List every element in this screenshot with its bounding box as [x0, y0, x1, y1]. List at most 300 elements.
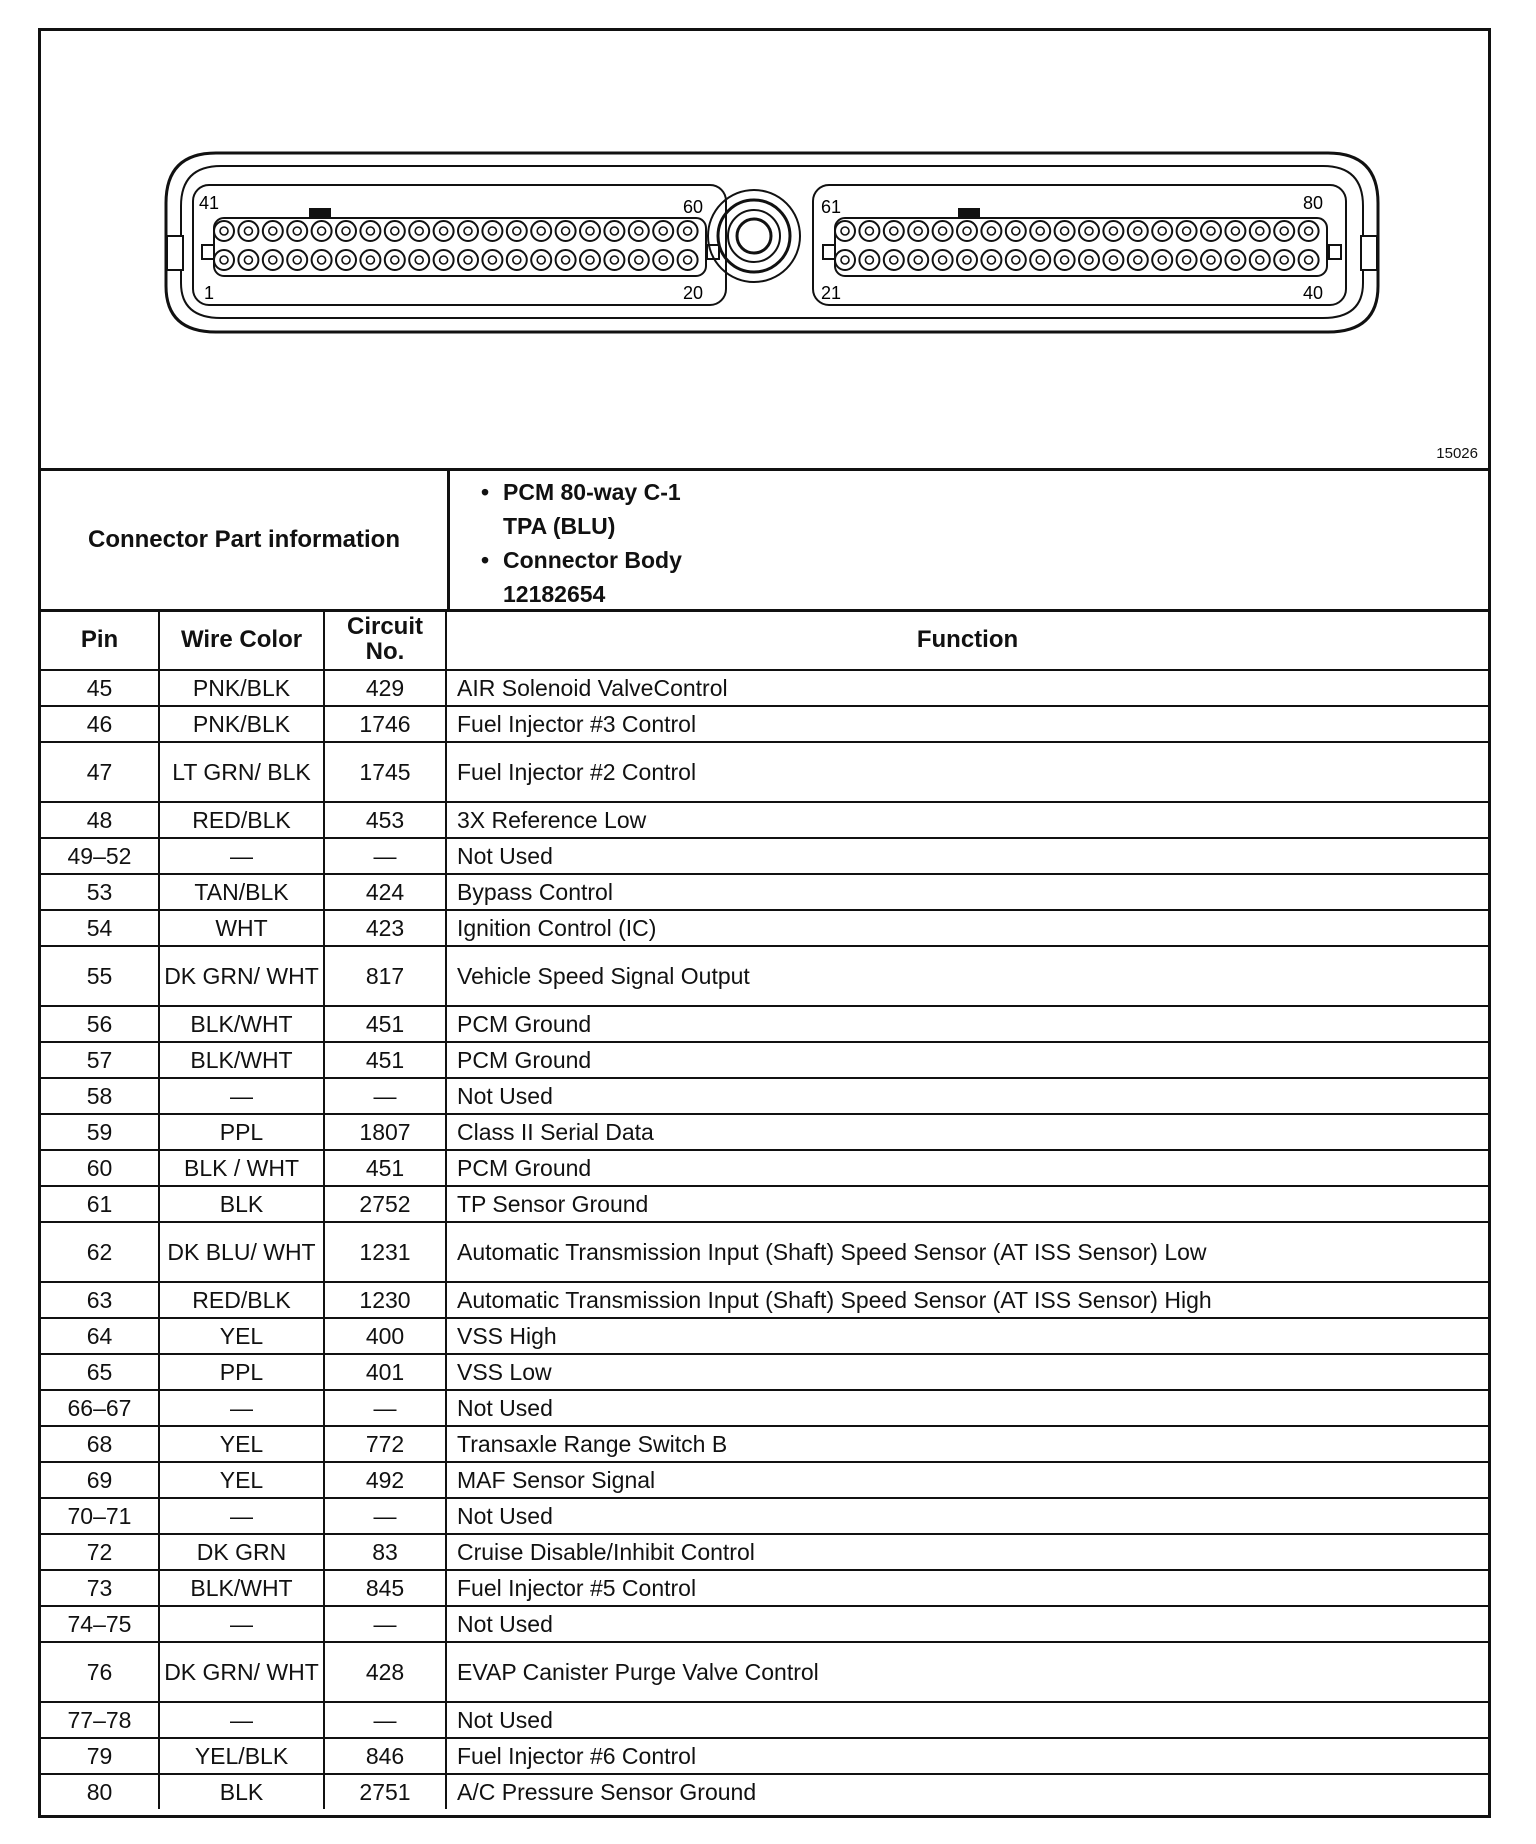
pin-hole [1299, 221, 1319, 241]
cell-circuit: 817 [324, 946, 446, 1006]
cell-pin: 65 [41, 1354, 159, 1390]
cell-function: Transaxle Range Switch B [446, 1426, 1488, 1462]
cell-wire-color: PNK/BLK [159, 670, 324, 706]
pin-hole-center [220, 227, 228, 235]
cell-pin: 58 [41, 1078, 159, 1114]
table-row [41, 1642, 1488, 1702]
pin-hole [263, 221, 283, 241]
cell-wire-color: PPL [159, 1354, 324, 1390]
cell-pin: 59 [41, 1114, 159, 1150]
info-item-line2: TPA (BLU) [503, 513, 616, 539]
cell-pin: 74–75 [41, 1606, 159, 1642]
pin-hole [1079, 221, 1099, 241]
pin-hole-center [1012, 227, 1020, 235]
figure-id: 15026 [1436, 445, 1478, 462]
pin-hole [1201, 221, 1221, 241]
pin-hole-center [610, 256, 618, 264]
cell-function: Class II Serial Data [446, 1114, 1488, 1150]
pin-hole-center [1085, 256, 1093, 264]
pin-hole-center [1085, 227, 1093, 235]
pin-hole [981, 250, 1001, 270]
pin-hole [981, 221, 1001, 241]
pin-hole [385, 250, 405, 270]
pin-hole-center [562, 256, 570, 264]
table-row [41, 802, 1488, 838]
pin-hole [1128, 221, 1148, 241]
cell-wire-color: PNK/BLK [159, 706, 324, 742]
cell-function: Not Used [446, 1606, 1488, 1642]
cell-function: Automatic Transmission Input (Shaft) Speed Sensor (AT ISS Sensor) High [446, 1282, 1488, 1318]
info-item-line1: PCM 80-way C-1 [503, 479, 681, 505]
pin-hole-center [865, 256, 873, 264]
cell-circuit: 1231 [324, 1222, 446, 1282]
cell-function: Not Used [446, 1078, 1488, 1114]
cell-pin: 48 [41, 802, 159, 838]
cell-pin: 68 [41, 1426, 159, 1462]
cell-pin: 79 [41, 1738, 159, 1774]
pin-hole-center [537, 227, 545, 235]
cell-pin: 72 [41, 1534, 159, 1570]
cell-circuit: — [324, 1606, 446, 1642]
pin-hole-center [293, 227, 301, 235]
pin-label-41: 41 [199, 193, 220, 213]
left-tpa-marker [309, 208, 331, 218]
pin-hole-center [659, 256, 667, 264]
pin-hole [629, 250, 649, 270]
pin-label-40: 40 [1303, 283, 1324, 303]
table-row [41, 1078, 1488, 1114]
cell-function: AIR Solenoid ValveControl [446, 670, 1488, 706]
cell-pin: 70–71 [41, 1498, 159, 1534]
pin-label-1: 1 [204, 283, 215, 303]
pin-hole [1152, 221, 1172, 241]
cell-circuit: 1807 [324, 1114, 446, 1150]
pin-hole-center [1231, 227, 1239, 235]
pin-hole-center [684, 256, 692, 264]
pin-hole [214, 221, 234, 241]
bullet-icon: • [481, 479, 490, 505]
pin-hole-center [1109, 227, 1117, 235]
pin-hole-center [1231, 256, 1239, 264]
table-row [41, 1114, 1488, 1150]
cell-function: Not Used [446, 838, 1488, 874]
pin-hole-center [1158, 256, 1166, 264]
cell-function: EVAP Canister Purge Valve Control [446, 1642, 1488, 1702]
cell-pin: 73 [41, 1570, 159, 1606]
table-row [41, 1042, 1488, 1078]
table-row [41, 1318, 1488, 1354]
cell-function: Not Used [446, 1390, 1488, 1426]
header-function: Function [446, 609, 1488, 670]
pin-hole [908, 250, 928, 270]
pin-hole [1055, 250, 1075, 270]
pin-hole [884, 221, 904, 241]
cell-circuit: 492 [324, 1462, 446, 1498]
table-row [41, 1738, 1488, 1774]
pin-hole [653, 250, 673, 270]
cell-circuit: 424 [324, 874, 446, 910]
pin-hole-center [220, 256, 228, 264]
pin-hole-center [366, 256, 374, 264]
pin-hole [933, 250, 953, 270]
pin-hole-center [1256, 227, 1264, 235]
cell-circuit: 846 [324, 1738, 446, 1774]
pin-hole-center [244, 256, 252, 264]
pin-label-61: 61 [821, 197, 842, 217]
cell-pin: 54 [41, 910, 159, 946]
cell-wire-color: DK GRN/ WHT [159, 1642, 324, 1702]
cell-pin: 63 [41, 1282, 159, 1318]
pin-hole-center [659, 227, 667, 235]
pin-hole [1201, 250, 1221, 270]
right-key-square [823, 245, 835, 259]
pin-label-80: 80 [1303, 193, 1324, 213]
table-row [41, 910, 1488, 946]
cell-function: 3X Reference Low [446, 802, 1488, 838]
bullet-icon: • [481, 547, 490, 573]
right-latch [1361, 236, 1377, 270]
cell-wire-color: DK GRN [159, 1534, 324, 1570]
cell-wire-color: — [159, 1390, 324, 1426]
header-circuit: Circuit No. [324, 609, 446, 670]
cell-function: VSS High [446, 1318, 1488, 1354]
pin-hole [1055, 221, 1075, 241]
table-row [41, 946, 1488, 1006]
table-row [41, 1534, 1488, 1570]
cell-circuit: 451 [324, 1042, 446, 1078]
pin-hole-center [269, 227, 277, 235]
pin-hole [1152, 250, 1172, 270]
pin-hole-center [464, 256, 472, 264]
table-row [41, 1186, 1488, 1222]
table-row [41, 1462, 1488, 1498]
pin-hole-center [415, 227, 423, 235]
cell-function: MAF Sensor Signal [446, 1462, 1488, 1498]
pin-hole-center [415, 256, 423, 264]
cell-pin: 46 [41, 706, 159, 742]
table-row [41, 1570, 1488, 1606]
pin-hole-center [1134, 227, 1142, 235]
pin-hole-center [1134, 256, 1142, 264]
table-body [41, 670, 1488, 1809]
pin-hole [957, 250, 977, 270]
cell-circuit: 845 [324, 1570, 446, 1606]
pin-hole [458, 250, 478, 270]
pin-hole-center [987, 256, 995, 264]
pin-hole [884, 250, 904, 270]
connector-drawing [41, 31, 1488, 468]
cell-wire-color: BLK / WHT [159, 1150, 324, 1186]
pin-hole [312, 250, 332, 270]
cell-wire-color: BLK/WHT [159, 1006, 324, 1042]
pin-hole [1274, 250, 1294, 270]
cell-circuit: — [324, 1498, 446, 1534]
cell-function: VSS Low [446, 1354, 1488, 1390]
cell-function: Fuel Injector #6 Control [446, 1738, 1488, 1774]
cell-function: PCM Ground [446, 1006, 1488, 1042]
cell-circuit: 83 [324, 1534, 446, 1570]
pin-hole-center [464, 227, 472, 235]
cell-wire-color: — [159, 1498, 324, 1534]
cell-circuit: 772 [324, 1426, 446, 1462]
cell-wire-color: YEL/BLK [159, 1738, 324, 1774]
center-bolt-outer [708, 190, 800, 282]
cell-pin: 55 [41, 946, 159, 1006]
cell-pin: 64 [41, 1318, 159, 1354]
pin-hole [458, 221, 478, 241]
pin-hole [1225, 250, 1245, 270]
pinout-table [41, 609, 1488, 1809]
pin-hole [1103, 250, 1123, 270]
table-row [41, 1774, 1488, 1809]
info-label: Connector Part information [41, 471, 450, 609]
cell-wire-color: BLK/WHT [159, 1042, 324, 1078]
table-row [41, 1006, 1488, 1042]
info-item-line2: 12182654 [503, 581, 606, 607]
cell-circuit: 2752 [324, 1186, 446, 1222]
pin-hole-center [1036, 256, 1044, 264]
cell-pin: 53 [41, 874, 159, 910]
cell-circuit: 401 [324, 1354, 446, 1390]
cell-pin: 60 [41, 1150, 159, 1186]
pin-label-20: 20 [683, 283, 704, 303]
pin-hole [604, 221, 624, 241]
connector-diagram [41, 31, 1488, 471]
pin-hole-center [1109, 256, 1117, 264]
table-row [41, 670, 1488, 706]
pin-hole-center [293, 256, 301, 264]
pin-hole-center [537, 256, 545, 264]
pin-hole [531, 250, 551, 270]
table-row [41, 838, 1488, 874]
table-row [41, 1606, 1488, 1642]
cell-circuit: 429 [324, 670, 446, 706]
pin-hole [1030, 221, 1050, 241]
pin-hole [409, 250, 429, 270]
pin-hole-center [684, 227, 692, 235]
table-row [41, 1222, 1488, 1282]
pin-hole [629, 221, 649, 241]
pin-hole [653, 221, 673, 241]
pin-hole [1299, 250, 1319, 270]
cell-wire-color: PPL [159, 1114, 324, 1150]
info-item [481, 475, 682, 509]
cell-function: A/C Pressure Sensor Ground [446, 1774, 1488, 1809]
cell-function: TP Sensor Ground [446, 1186, 1488, 1222]
pin-hole [360, 250, 380, 270]
pin-hole [409, 221, 429, 241]
cell-pin: 61 [41, 1186, 159, 1222]
pin-hole-center [391, 256, 399, 264]
header-wire-color: Wire Color [159, 609, 324, 670]
pin-hole-center [841, 256, 849, 264]
cell-circuit: 453 [324, 802, 446, 838]
pin-hole-center [342, 227, 350, 235]
pin-hole [580, 250, 600, 270]
pin-hole-center [841, 227, 849, 235]
pin-hole [385, 221, 405, 241]
table-row [41, 1390, 1488, 1426]
cell-wire-color: DK GRN/ WHT [159, 946, 324, 1006]
pin-hole-center [318, 227, 326, 235]
pin-hole-center [488, 256, 496, 264]
cell-function: Vehicle Speed Signal Output [446, 946, 1488, 1006]
cell-circuit: 1745 [324, 742, 446, 802]
connector-inner-shell [181, 166, 1363, 318]
pin-hole [580, 221, 600, 241]
pin-hole [287, 221, 307, 241]
pin-hole [835, 250, 855, 270]
cell-function: Bypass Control [446, 874, 1488, 910]
cell-pin: 49–52 [41, 838, 159, 874]
cell-wire-color: YEL [159, 1462, 324, 1498]
pin-hole-center [318, 256, 326, 264]
cell-wire-color: YEL [159, 1318, 324, 1354]
pin-hole-center [1061, 256, 1069, 264]
pin-hole [556, 221, 576, 241]
cell-wire-color: WHT [159, 910, 324, 946]
pin-hole-center [1183, 256, 1191, 264]
table-row [41, 1426, 1488, 1462]
cell-circuit: 451 [324, 1006, 446, 1042]
pin-hole [1030, 250, 1050, 270]
pin-hole [287, 250, 307, 270]
pin-hole [263, 250, 283, 270]
table-row [41, 1354, 1488, 1390]
pin-hole [1079, 250, 1099, 270]
pin-hole [1250, 250, 1270, 270]
cell-wire-color: — [159, 1078, 324, 1114]
cell-wire-color: YEL [159, 1426, 324, 1462]
pin-hole [336, 250, 356, 270]
cell-circuit: 1746 [324, 706, 446, 742]
pin-hole [507, 221, 527, 241]
pin-hole [238, 221, 258, 241]
pin-hole [531, 221, 551, 241]
left-key-square [202, 245, 214, 259]
table-row [41, 1498, 1488, 1534]
pin-hole [678, 250, 698, 270]
pin-hole [214, 250, 234, 270]
pin-hole [1006, 221, 1026, 241]
cell-wire-color: BLK [159, 1186, 324, 1222]
cell-pin: 80 [41, 1774, 159, 1809]
cell-function: PCM Ground [446, 1042, 1488, 1078]
pin-hole-center [1305, 256, 1313, 264]
pin-hole-center [890, 227, 898, 235]
pin-hole [957, 221, 977, 241]
header-pin: Pin [41, 609, 159, 670]
cell-wire-color: BLK [159, 1774, 324, 1809]
pin-hole-center [1207, 227, 1215, 235]
pin-hole-center [1012, 256, 1020, 264]
pin-hole-center [939, 227, 947, 235]
pin-hole-center [244, 227, 252, 235]
cell-circuit: — [324, 1702, 446, 1738]
cell-function: Fuel Injector #3 Control [446, 706, 1488, 742]
cell-circuit: 451 [324, 1150, 446, 1186]
cell-function: Automatic Transmission Input (Shaft) Speed Sensor (AT ISS Sensor) Low [446, 1222, 1488, 1282]
cell-wire-color: — [159, 838, 324, 874]
pin-hole-center [586, 227, 594, 235]
pin-hole-center [963, 227, 971, 235]
cell-pin: 45 [41, 670, 159, 706]
pin-hole [859, 250, 879, 270]
pin-hole-center [987, 227, 995, 235]
pin-hole-center [269, 256, 277, 264]
pin-hole-center [890, 256, 898, 264]
pin-hole [434, 250, 454, 270]
cell-pin: 57 [41, 1042, 159, 1078]
pin-hole-center [914, 227, 922, 235]
pin-hole [238, 250, 258, 270]
cell-wire-color: LT GRN/ BLK [159, 742, 324, 802]
cell-pin: 47 [41, 742, 159, 802]
pin-hole-center [586, 256, 594, 264]
cell-function: Fuel Injector #2 Control [446, 742, 1488, 802]
pin-hole-center [610, 227, 618, 235]
cell-wire-color: DK BLU/ WHT [159, 1222, 324, 1282]
pin-hole-center [939, 256, 947, 264]
right-pin-block [813, 185, 1346, 305]
pinout-sheet [38, 28, 1491, 1818]
cell-pin: 56 [41, 1006, 159, 1042]
pin-hole-center [914, 256, 922, 264]
cell-circuit: — [324, 1078, 446, 1114]
pin-hole [1274, 221, 1294, 241]
pin-hole [482, 221, 502, 241]
cell-function: Ignition Control (IC) [446, 910, 1488, 946]
cell-function: PCM Ground [446, 1150, 1488, 1186]
cell-wire-color: — [159, 1606, 324, 1642]
pin-hole [1250, 221, 1270, 241]
pin-hole [434, 221, 454, 241]
info-item-line1: Connector Body [503, 547, 682, 573]
table-row [41, 1702, 1488, 1738]
pin-hole [933, 221, 953, 241]
pin-label-60: 60 [683, 197, 704, 217]
pin-hole [312, 221, 332, 241]
cell-wire-color: RED/BLK [159, 802, 324, 838]
table-row [41, 1150, 1488, 1186]
cell-wire-color: BLK/WHT [159, 1570, 324, 1606]
left-pin-block [193, 185, 726, 305]
info-item [481, 543, 682, 577]
pin-hole-center [1158, 227, 1166, 235]
cell-wire-color: TAN/BLK [159, 874, 324, 910]
cell-circuit: 2751 [324, 1774, 446, 1809]
pin-hole [835, 221, 855, 241]
pin-hole [507, 250, 527, 270]
pin-hole-center [865, 227, 873, 235]
cell-function: Cruise Disable/Inhibit Control [446, 1534, 1488, 1570]
left-latch [167, 236, 183, 270]
pin-hole [482, 250, 502, 270]
pin-hole [556, 250, 576, 270]
table-row [41, 874, 1488, 910]
pin-hole [678, 221, 698, 241]
cell-wire-color: — [159, 1702, 324, 1738]
pin-hole [1177, 221, 1197, 241]
pin-hole-center [1207, 256, 1215, 264]
connector-part-info [41, 471, 1488, 612]
pin-hole-center [391, 227, 399, 235]
right-tpa-marker [958, 208, 980, 218]
cell-circuit: — [324, 1390, 446, 1426]
cell-pin: 77–78 [41, 1702, 159, 1738]
pin-hole [1103, 221, 1123, 241]
table-row [41, 1282, 1488, 1318]
